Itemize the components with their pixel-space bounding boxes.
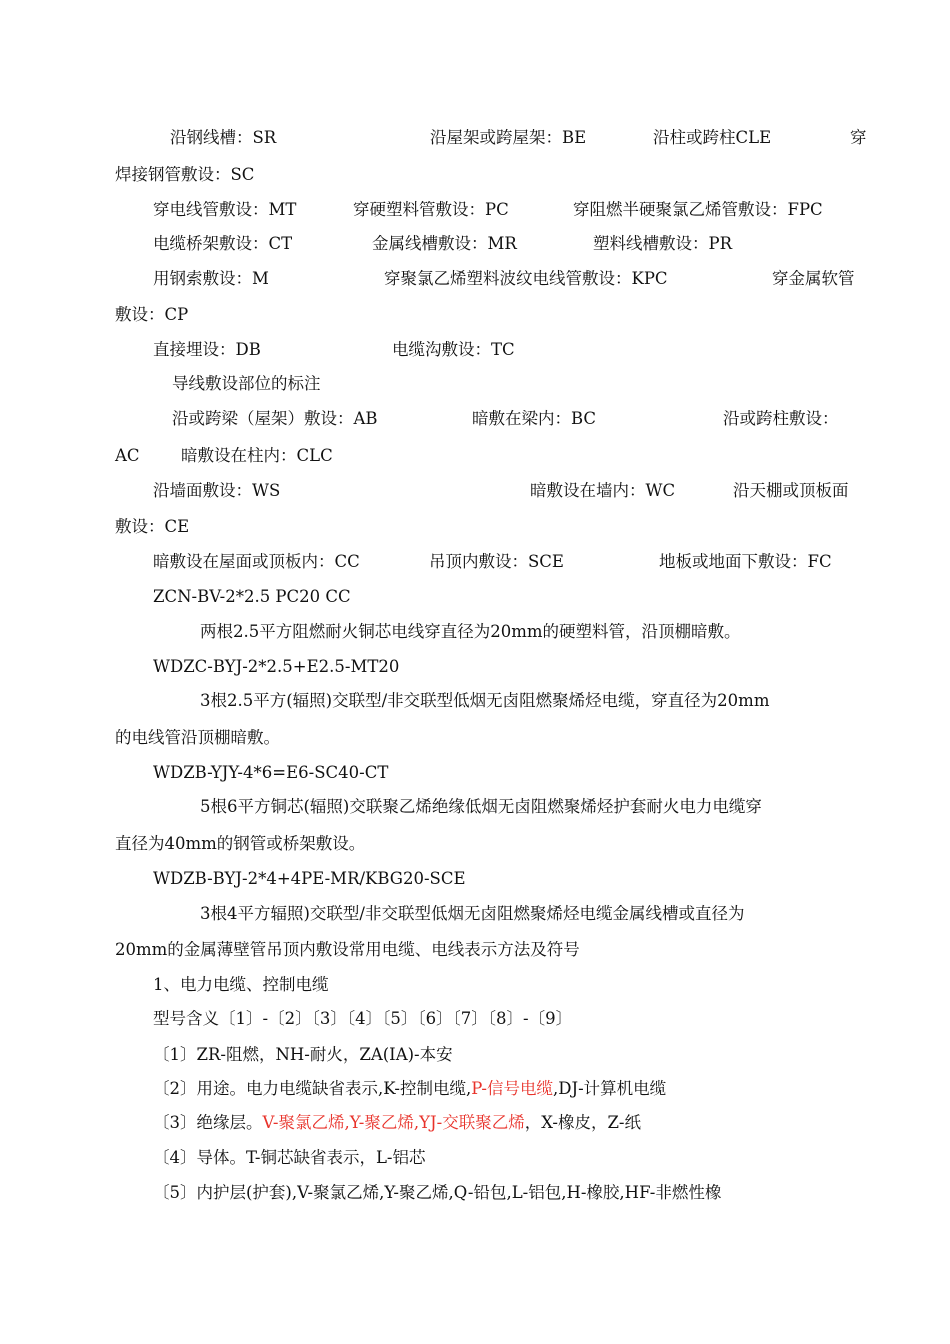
highlighted-text: V-聚氯乙烯,Y-聚乙烯,YJ-交联聚乙烯: [262, 1113, 525, 1132]
text-line: 用钢索敷设：M: [153, 269, 269, 288]
text-line: 型号含义〔1〕-〔2〕〔3〕〔4〕〔5〕〔6〕〔7〕〔8〕-〔9〕: [153, 1009, 573, 1028]
highlighted-text: P-信号电缆: [471, 1079, 553, 1098]
text-line: 沿钢线槽：SR: [170, 128, 277, 147]
text-line: 〔5〕内护层(护套),V-聚氯乙烯,Y-聚乙烯,Q-铅包,L-铝包,H-橡胶,HF-非燃性橡: [153, 1183, 722, 1202]
text-line: AC: [115, 446, 140, 465]
text-line: 敷设：CE: [115, 517, 190, 536]
text-line: 沿屋架或跨屋架：BE: [430, 128, 587, 147]
cable-code: WDZB-BYJ-2*4+4PE-MR/KBG20-SCE: [153, 869, 466, 888]
text-line: 塑料线槽敷设：PR: [593, 234, 733, 253]
text-line: 暗敷设在墙内：WC: [530, 481, 676, 500]
text-line: 两根2.5平方阻燃耐火铜芯电线穿直径为20mm的硬塑料管，沿顶棚暗敷。: [200, 622, 741, 641]
text-line: 20mm的金属薄壁管吊顶内敷设常用电缆、电线表示方法及符号: [115, 940, 580, 959]
text-line: 沿或跨柱敷设：: [723, 409, 839, 428]
text-line: 3根2.5平方(辐照)交联型/非交联型低烟无卤阻燃聚烯烃电缆，穿直径为20mm: [200, 691, 770, 710]
text-line: 直接埋设：DB: [153, 340, 261, 359]
text-line: 5根6平方铜芯(辐照)交联聚乙烯绝缘低烟无卤阻燃聚烯烃护套耐火电力电缆穿: [200, 797, 762, 816]
text-line: 暗敷设在屋面或顶板内：CC: [153, 552, 360, 571]
text-line: 地板或地面下敷设：FC: [659, 552, 832, 571]
text-line: 穿电线管敷设：MT: [153, 200, 297, 219]
text-line: 电缆沟敷设：TC: [392, 340, 515, 359]
text-line: 3根4平方辐照)交联型/非交联型低烟无卤阻燃聚烯烃电缆金属线槽或直径为: [200, 904, 745, 923]
text-line: 沿或跨梁（屋架）敷设：AB: [172, 409, 378, 428]
text-line: 吊顶内敷设：SCE: [429, 552, 564, 571]
text-line: 沿天棚或顶板面: [733, 481, 849, 500]
text-line: 敷设：CP: [115, 305, 189, 324]
text-line: 穿硬塑料管敷设：PC: [353, 200, 509, 219]
text-line: 暗敷设在柱内：CLC: [181, 446, 333, 465]
text-line: 穿阻燃半硬聚氯乙烯管敷设：FPC: [573, 200, 823, 219]
section-heading: 导线敷设部位的标注: [172, 374, 321, 393]
text-line: 电缆桥架敷设：CT: [153, 234, 293, 253]
text-line: 的电线管沿顶棚暗敷。: [115, 728, 280, 747]
text-line: 〔2〕用途。电力电缆缺省表示,K-控制电缆,P-信号电缆,DJ-计算机电缆: [153, 1079, 667, 1098]
text-line: 沿柱或跨柱CLE: [653, 128, 772, 147]
cable-code: WDZB-YJY-4*6=E6-SC40-CT: [153, 763, 389, 782]
text-line: 〔3〕绝缘层。V-聚氯乙烯,Y-聚乙烯,YJ-交联聚乙烯，X-橡皮，Z-纸: [153, 1113, 641, 1132]
text-line: 直径为40mm的钢管或桥架敷设。: [115, 834, 366, 853]
text-line: 穿: [850, 128, 867, 147]
text-line: 穿金属软管: [772, 269, 855, 288]
text-line: 沿墙面敷设：WS: [153, 481, 281, 500]
cable-code: WDZC-BYJ-2*2.5+E2.5-MT20: [153, 657, 400, 676]
section-heading: 1、电力电缆、控制电缆: [153, 975, 329, 994]
cable-code: ZCN-BV-2*2.5 PC20 CC: [153, 587, 351, 606]
text-line: 焊接钢管敷设：SC: [115, 165, 255, 184]
text-line: 〔1〕ZR-阻燃，NH-耐火，ZA(IA)-本安: [153, 1045, 453, 1064]
text-line: 暗敷在梁内：BC: [472, 409, 597, 428]
text-line: 金属线槽敷设：MR: [372, 234, 517, 253]
text-line: 〔4〕导体。T-铜芯缺省表示，L-铝芯: [153, 1148, 426, 1167]
text-line: 穿聚氯乙烯塑料波纹电线管敷设：KPC: [384, 269, 668, 288]
